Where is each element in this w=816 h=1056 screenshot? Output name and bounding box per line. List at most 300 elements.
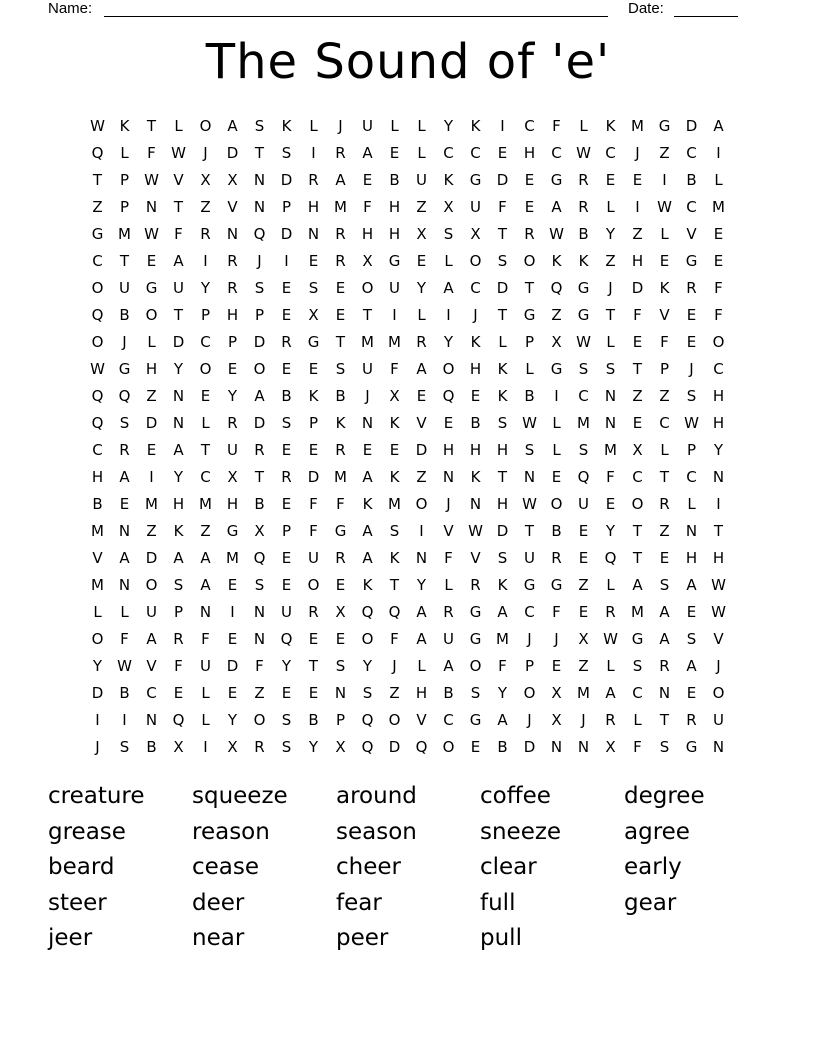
grid-letter[interactable]: R [659, 656, 670, 675]
grid-letter[interactable]: S [335, 359, 346, 378]
grid-letter[interactable]: U [362, 116, 373, 135]
grid-letter[interactable]: J [473, 305, 478, 324]
grid-letter[interactable]: C [578, 386, 589, 405]
grid-letter[interactable]: K [308, 386, 319, 405]
grid-letter[interactable]: S [578, 440, 589, 459]
grid-letter[interactable]: Y [173, 359, 184, 378]
grid-letter[interactable]: M [577, 683, 590, 702]
grid-letter[interactable]: E [308, 440, 319, 459]
grid-letter[interactable]: E [281, 440, 292, 459]
grid-letter[interactable]: A [173, 548, 184, 567]
grid-letter[interactable]: W [144, 170, 159, 189]
grid-letter[interactable]: E [497, 143, 508, 162]
grid-letter[interactable]: E [308, 683, 319, 702]
grid-letter[interactable]: C [605, 143, 616, 162]
grid-letter[interactable]: G [469, 710, 482, 729]
grid-letter[interactable]: E [227, 575, 238, 594]
grid-letter[interactable]: G [145, 278, 158, 297]
grid-letter[interactable]: P [173, 602, 184, 621]
grid-letter[interactable]: R [659, 494, 670, 513]
grid-letter[interactable]: S [686, 629, 697, 648]
grid-letter[interactable]: O [550, 494, 563, 513]
grid-letter[interactable]: Y [227, 386, 238, 405]
grid-letter[interactable]: C [632, 467, 643, 486]
grid-letter[interactable]: C [659, 413, 670, 432]
grid-letter[interactable]: V [146, 656, 157, 675]
grid-letter[interactable]: A [713, 116, 724, 135]
grid-letter[interactable]: B [470, 413, 481, 432]
grid-letter[interactable]: A [659, 602, 670, 621]
grid-letter[interactable]: E [416, 251, 427, 270]
grid-letter[interactable]: Q [118, 386, 131, 405]
grid-letter[interactable]: R [308, 602, 319, 621]
grid-letter[interactable]: J [581, 710, 586, 729]
grid-letter[interactable]: D [496, 521, 509, 540]
grid-letter[interactable]: S [686, 386, 697, 405]
grid-letter[interactable]: E [686, 305, 697, 324]
grid-letter[interactable]: Y [605, 224, 616, 243]
grid-letter[interactable]: B [497, 737, 508, 756]
grid-letter[interactable]: N [415, 548, 428, 567]
grid-letter[interactable]: L [606, 575, 615, 594]
grid-letter[interactable]: F [660, 332, 669, 351]
grid-letter[interactable]: Q [91, 305, 104, 324]
grid-letter[interactable]: L [606, 656, 615, 675]
grid-letter[interactable]: Z [659, 521, 670, 540]
grid-letter[interactable]: T [335, 332, 346, 351]
grid-letter[interactable]: S [281, 143, 292, 162]
grid-letter[interactable]: P [227, 332, 238, 351]
grid-letter[interactable]: Y [92, 656, 103, 675]
grid-letter[interactable]: V [92, 548, 103, 567]
grid-letter[interactable]: F [633, 305, 642, 324]
grid-letter[interactable]: O [415, 494, 428, 513]
grid-letter[interactable]: Q [172, 710, 185, 729]
grid-letter[interactable]: S [254, 575, 265, 594]
grid-letter[interactable]: A [686, 656, 697, 675]
grid-letter[interactable]: P [335, 710, 346, 729]
grid-letter[interactable]: B [335, 386, 346, 405]
grid-letter[interactable]: W [657, 197, 672, 216]
grid-letter[interactable]: Y [497, 683, 508, 702]
grid-letter[interactable]: E [227, 359, 238, 378]
grid-letter[interactable]: D [226, 143, 239, 162]
grid-letter[interactable]: G [577, 305, 590, 324]
grid-letter[interactable]: B [119, 683, 130, 702]
grid-letter[interactable]: T [713, 521, 724, 540]
grid-letter[interactable]: C [470, 278, 481, 297]
grid-letter[interactable]: E [524, 170, 535, 189]
grid-letter[interactable]: S [119, 413, 130, 432]
grid-letter[interactable]: L [579, 116, 588, 135]
grid-letter[interactable]: L [201, 710, 210, 729]
grid-letter[interactable]: Q [91, 413, 104, 432]
grid-letter[interactable]: N [658, 683, 671, 702]
grid-letter[interactable]: F [498, 656, 507, 675]
grid-letter[interactable]: L [660, 224, 669, 243]
grid-letter[interactable]: A [362, 521, 373, 540]
grid-letter[interactable]: H [712, 413, 725, 432]
grid-letter[interactable]: J [716, 656, 721, 675]
grid-letter[interactable]: K [497, 575, 508, 594]
grid-letter[interactable]: H [631, 251, 644, 270]
grid-letter[interactable]: F [633, 737, 642, 756]
grid-letter[interactable]: K [389, 467, 400, 486]
grid-letter[interactable]: H [226, 305, 239, 324]
grid-letter[interactable]: L [552, 413, 561, 432]
grid-letter[interactable]: S [578, 359, 589, 378]
grid-letter[interactable]: J [365, 386, 370, 405]
grid-letter[interactable]: K [551, 251, 562, 270]
grid-letter[interactable]: W [684, 413, 699, 432]
grid-letter[interactable]: I [716, 143, 721, 162]
grid-letter[interactable]: U [362, 359, 373, 378]
grid-letter[interactable]: R [308, 170, 319, 189]
grid-letter[interactable]: R [254, 440, 265, 459]
grid-letter[interactable]: C [443, 143, 454, 162]
grid-letter[interactable]: E [578, 521, 589, 540]
grid-letter[interactable]: X [173, 737, 184, 756]
grid-letter[interactable]: D [415, 440, 428, 459]
grid-letter[interactable]: E [200, 386, 211, 405]
grid-letter[interactable]: K [443, 170, 454, 189]
name-blank-line[interactable] [104, 16, 608, 17]
grid-letter[interactable]: P [281, 197, 292, 216]
grid-letter[interactable]: O [199, 359, 212, 378]
grid-letter[interactable]: M [145, 494, 158, 513]
grid-letter[interactable]: E [632, 332, 643, 351]
grid-letter[interactable]: N [172, 413, 185, 432]
grid-letter[interactable]: Y [605, 521, 616, 540]
grid-letter[interactable]: E [281, 548, 292, 567]
grid-letter[interactable]: E [227, 629, 238, 648]
grid-letter[interactable]: A [200, 548, 211, 567]
grid-letter[interactable]: A [416, 602, 427, 621]
grid-letter[interactable]: Q [388, 602, 401, 621]
grid-letter[interactable]: S [119, 737, 130, 756]
grid-letter[interactable]: Q [280, 629, 293, 648]
grid-letter[interactable]: X [254, 521, 265, 540]
grid-letter[interactable]: R [524, 224, 535, 243]
grid-letter[interactable]: Z [659, 143, 670, 162]
grid-letter[interactable]: A [335, 170, 346, 189]
grid-letter[interactable]: Z [200, 521, 211, 540]
grid-letter[interactable]: B [92, 494, 103, 513]
grid-letter[interactable]: G [334, 521, 347, 540]
grid-letter[interactable]: D [523, 737, 536, 756]
grid-letter[interactable]: L [201, 683, 210, 702]
grid-letter[interactable]: W [522, 494, 537, 513]
grid-letter[interactable]: F [147, 143, 156, 162]
grid-letter[interactable]: Z [578, 656, 589, 675]
grid-letter[interactable]: L [417, 305, 426, 324]
grid-letter[interactable]: H [226, 494, 239, 513]
grid-letter[interactable]: E [227, 683, 238, 702]
grid-letter[interactable]: K [362, 575, 373, 594]
grid-letter[interactable]: R [335, 440, 346, 459]
grid-letter[interactable]: M [118, 224, 131, 243]
grid-letter[interactable]: Z [578, 575, 589, 594]
grid-letter[interactable]: N [604, 413, 617, 432]
grid-letter[interactable]: T [389, 575, 400, 594]
grid-letter[interactable]: I [662, 170, 667, 189]
grid-letter[interactable]: S [281, 413, 292, 432]
grid-letter[interactable]: O [442, 737, 455, 756]
grid-letter[interactable]: R [551, 548, 562, 567]
grid-letter[interactable]: X [308, 305, 319, 324]
grid-letter[interactable]: Q [361, 737, 374, 756]
grid-letter[interactable]: Q [415, 737, 428, 756]
grid-letter[interactable]: H [496, 494, 509, 513]
grid-letter[interactable]: G [118, 359, 131, 378]
grid-letter[interactable]: Q [361, 710, 374, 729]
grid-letter[interactable]: X [335, 602, 346, 621]
grid-letter[interactable]: D [145, 413, 158, 432]
grid-letter[interactable]: F [120, 629, 129, 648]
grid-letter[interactable]: F [444, 548, 453, 567]
grid-letter[interactable]: F [336, 494, 345, 513]
grid-letter[interactable]: O [361, 278, 374, 297]
grid-letter[interactable]: P [524, 656, 535, 675]
grid-letter[interactable]: A [227, 116, 238, 135]
grid-letter[interactable]: V [416, 710, 427, 729]
grid-letter[interactable]: I [419, 521, 424, 540]
grid-letter[interactable]: N [550, 737, 563, 756]
grid-letter[interactable]: X [551, 710, 562, 729]
grid-letter[interactable]: H [496, 440, 509, 459]
grid-letter[interactable]: R [254, 737, 265, 756]
grid-letter[interactable]: I [716, 494, 721, 513]
grid-letter[interactable]: F [606, 467, 615, 486]
grid-letter[interactable]: X [362, 251, 373, 270]
grid-letter[interactable]: P [119, 197, 130, 216]
grid-letter[interactable]: P [308, 413, 319, 432]
grid-letter[interactable]: K [497, 359, 508, 378]
grid-letter[interactable]: L [633, 710, 642, 729]
grid-letter[interactable]: J [554, 629, 559, 648]
grid-letter[interactable]: R [605, 602, 616, 621]
grid-letter[interactable]: F [714, 305, 723, 324]
grid-letter[interactable]: R [335, 224, 346, 243]
grid-letter[interactable]: M [91, 575, 104, 594]
grid-letter[interactable]: E [416, 386, 427, 405]
grid-letter[interactable]: V [416, 413, 427, 432]
grid-letter[interactable]: X [605, 737, 616, 756]
grid-letter[interactable]: M [631, 602, 644, 621]
grid-letter[interactable]: N [253, 197, 266, 216]
grid-letter[interactable]: H [361, 224, 374, 243]
grid-letter[interactable]: T [497, 224, 508, 243]
grid-letter[interactable]: S [497, 251, 508, 270]
grid-letter[interactable]: T [524, 521, 535, 540]
grid-letter[interactable]: A [605, 683, 616, 702]
grid-letter[interactable]: M [577, 413, 590, 432]
grid-letter[interactable]: B [254, 494, 265, 513]
grid-letter[interactable]: F [201, 629, 210, 648]
grid-letter[interactable]: L [147, 332, 156, 351]
grid-letter[interactable]: F [174, 224, 183, 243]
grid-letter[interactable]: L [120, 602, 129, 621]
grid-letter[interactable]: T [173, 305, 184, 324]
grid-letter[interactable]: K [578, 251, 589, 270]
grid-letter[interactable]: J [527, 629, 532, 648]
grid-letter[interactable]: T [146, 116, 157, 135]
date-blank-line[interactable] [674, 16, 738, 17]
grid-letter[interactable]: J [689, 359, 694, 378]
grid-letter[interactable]: O [361, 629, 374, 648]
grid-letter[interactable]: Q [550, 278, 563, 297]
grid-letter[interactable]: N [712, 737, 725, 756]
grid-letter[interactable]: A [173, 440, 184, 459]
grid-letter[interactable]: Y [281, 656, 292, 675]
grid-letter[interactable]: P [119, 170, 130, 189]
grid-letter[interactable]: O [253, 710, 266, 729]
grid-letter[interactable]: N [307, 224, 320, 243]
grid-letter[interactable]: Z [632, 386, 643, 405]
grid-letter[interactable]: H [145, 359, 158, 378]
grid-letter[interactable]: E [578, 548, 589, 567]
grid-letter[interactable]: F [390, 629, 399, 648]
grid-letter[interactable]: K [497, 386, 508, 405]
grid-letter[interactable]: K [119, 116, 130, 135]
grid-letter[interactable]: E [659, 251, 670, 270]
grid-letter[interactable]: S [254, 116, 265, 135]
grid-letter[interactable]: H [523, 143, 536, 162]
grid-letter[interactable]: V [659, 305, 670, 324]
grid-letter[interactable]: L [417, 143, 426, 162]
grid-letter[interactable]: E [443, 413, 454, 432]
grid-letter[interactable]: M [91, 521, 104, 540]
grid-letter[interactable]: Z [416, 467, 427, 486]
grid-letter[interactable]: E [281, 278, 292, 297]
grid-letter[interactable]: A [416, 629, 427, 648]
grid-letter[interactable]: J [203, 143, 208, 162]
grid-letter[interactable]: A [119, 548, 130, 567]
grid-letter[interactable]: X [227, 467, 238, 486]
grid-letter[interactable]: Q [253, 548, 266, 567]
grid-letter[interactable]: N [523, 467, 536, 486]
grid-letter[interactable]: X [200, 170, 211, 189]
grid-letter[interactable]: V [443, 521, 454, 540]
grid-letter[interactable]: H [388, 224, 401, 243]
grid-letter[interactable]: M [361, 332, 374, 351]
grid-letter[interactable]: E [281, 494, 292, 513]
grid-letter[interactable]: F [390, 359, 399, 378]
grid-letter[interactable]: E [632, 413, 643, 432]
grid-letter[interactable]: K [470, 116, 481, 135]
grid-letter[interactable]: W [468, 521, 483, 540]
grid-letter[interactable]: N [604, 386, 617, 405]
grid-letter[interactable]: P [686, 440, 697, 459]
grid-letter[interactable]: N [145, 197, 158, 216]
grid-letter[interactable]: E [281, 683, 292, 702]
grid-letter[interactable]: S [281, 737, 292, 756]
grid-letter[interactable]: E [713, 224, 724, 243]
grid-letter[interactable]: E [308, 359, 319, 378]
grid-letter[interactable]: T [254, 467, 265, 486]
grid-letter[interactable]: X [578, 629, 589, 648]
grid-letter[interactable]: R [227, 278, 238, 297]
grid-letter[interactable]: W [522, 413, 537, 432]
grid-letter[interactable]: C [713, 359, 724, 378]
grid-letter[interactable]: B [524, 386, 535, 405]
grid-letter[interactable]: R [578, 170, 589, 189]
grid-letter[interactable]: Q [253, 224, 266, 243]
grid-letter[interactable]: H [712, 548, 725, 567]
grid-letter[interactable]: L [525, 359, 534, 378]
grid-letter[interactable]: E [686, 332, 697, 351]
grid-letter[interactable]: V [227, 197, 238, 216]
grid-letter[interactable]: I [149, 467, 154, 486]
grid-letter[interactable]: N [253, 629, 266, 648]
grid-letter[interactable]: A [659, 629, 670, 648]
grid-letter[interactable]: E [659, 548, 670, 567]
grid-letter[interactable]: E [173, 683, 184, 702]
grid-letter[interactable]: N [469, 494, 482, 513]
grid-letter[interactable]: O [91, 629, 104, 648]
grid-letter[interactable]: S [308, 278, 319, 297]
grid-letter[interactable]: Z [92, 197, 103, 216]
grid-letter[interactable]: I [311, 143, 316, 162]
grid-letter[interactable]: V [470, 548, 481, 567]
grid-letter[interactable]: C [686, 197, 697, 216]
grid-letter[interactable]: T [659, 467, 670, 486]
grid-letter[interactable]: L [687, 494, 696, 513]
grid-letter[interactable]: P [524, 332, 535, 351]
grid-letter[interactable]: T [632, 359, 643, 378]
grid-letter[interactable]: L [552, 440, 561, 459]
grid-letter[interactable]: E [146, 251, 157, 270]
grid-letter[interactable]: R [227, 251, 238, 270]
grid-letter[interactable]: E [335, 629, 346, 648]
grid-letter[interactable]: E [362, 440, 373, 459]
grid-letter[interactable]: L [606, 197, 615, 216]
grid-letter[interactable]: O [523, 251, 536, 270]
grid-letter[interactable]: X [551, 332, 562, 351]
grid-letter[interactable]: S [443, 224, 454, 243]
grid-letter[interactable]: O [712, 332, 725, 351]
grid-letter[interactable]: T [497, 305, 508, 324]
grid-letter[interactable]: Y [227, 710, 238, 729]
grid-letter[interactable]: C [92, 251, 103, 270]
grid-letter[interactable]: G [523, 305, 536, 324]
grid-letter[interactable]: M [631, 116, 644, 135]
grid-letter[interactable]: O [91, 332, 104, 351]
grid-letter[interactable]: A [416, 359, 427, 378]
grid-letter[interactable]: L [444, 575, 453, 594]
grid-letter[interactable]: V [686, 224, 697, 243]
grid-letter[interactable]: M [604, 440, 617, 459]
grid-letter[interactable]: E [308, 251, 319, 270]
grid-letter[interactable]: R [335, 251, 346, 270]
grid-letter[interactable]: X [335, 737, 346, 756]
grid-letter[interactable]: A [497, 710, 508, 729]
grid-letter[interactable]: L [606, 332, 615, 351]
grid-letter[interactable]: W [711, 575, 726, 594]
grid-letter[interactable]: Y [200, 278, 211, 297]
grid-letter[interactable]: T [524, 278, 535, 297]
grid-letter[interactable]: E [551, 656, 562, 675]
grid-letter[interactable]: K [659, 278, 670, 297]
grid-letter[interactable]: A [173, 251, 184, 270]
grid-letter[interactable]: S [281, 710, 292, 729]
grid-letter[interactable]: M [388, 332, 401, 351]
grid-letter[interactable]: U [173, 278, 184, 297]
grid-letter[interactable]: U [524, 548, 535, 567]
grid-letter[interactable]: D [280, 170, 293, 189]
grid-letter[interactable]: U [578, 494, 589, 513]
grid-letter[interactable]: H [685, 548, 698, 567]
